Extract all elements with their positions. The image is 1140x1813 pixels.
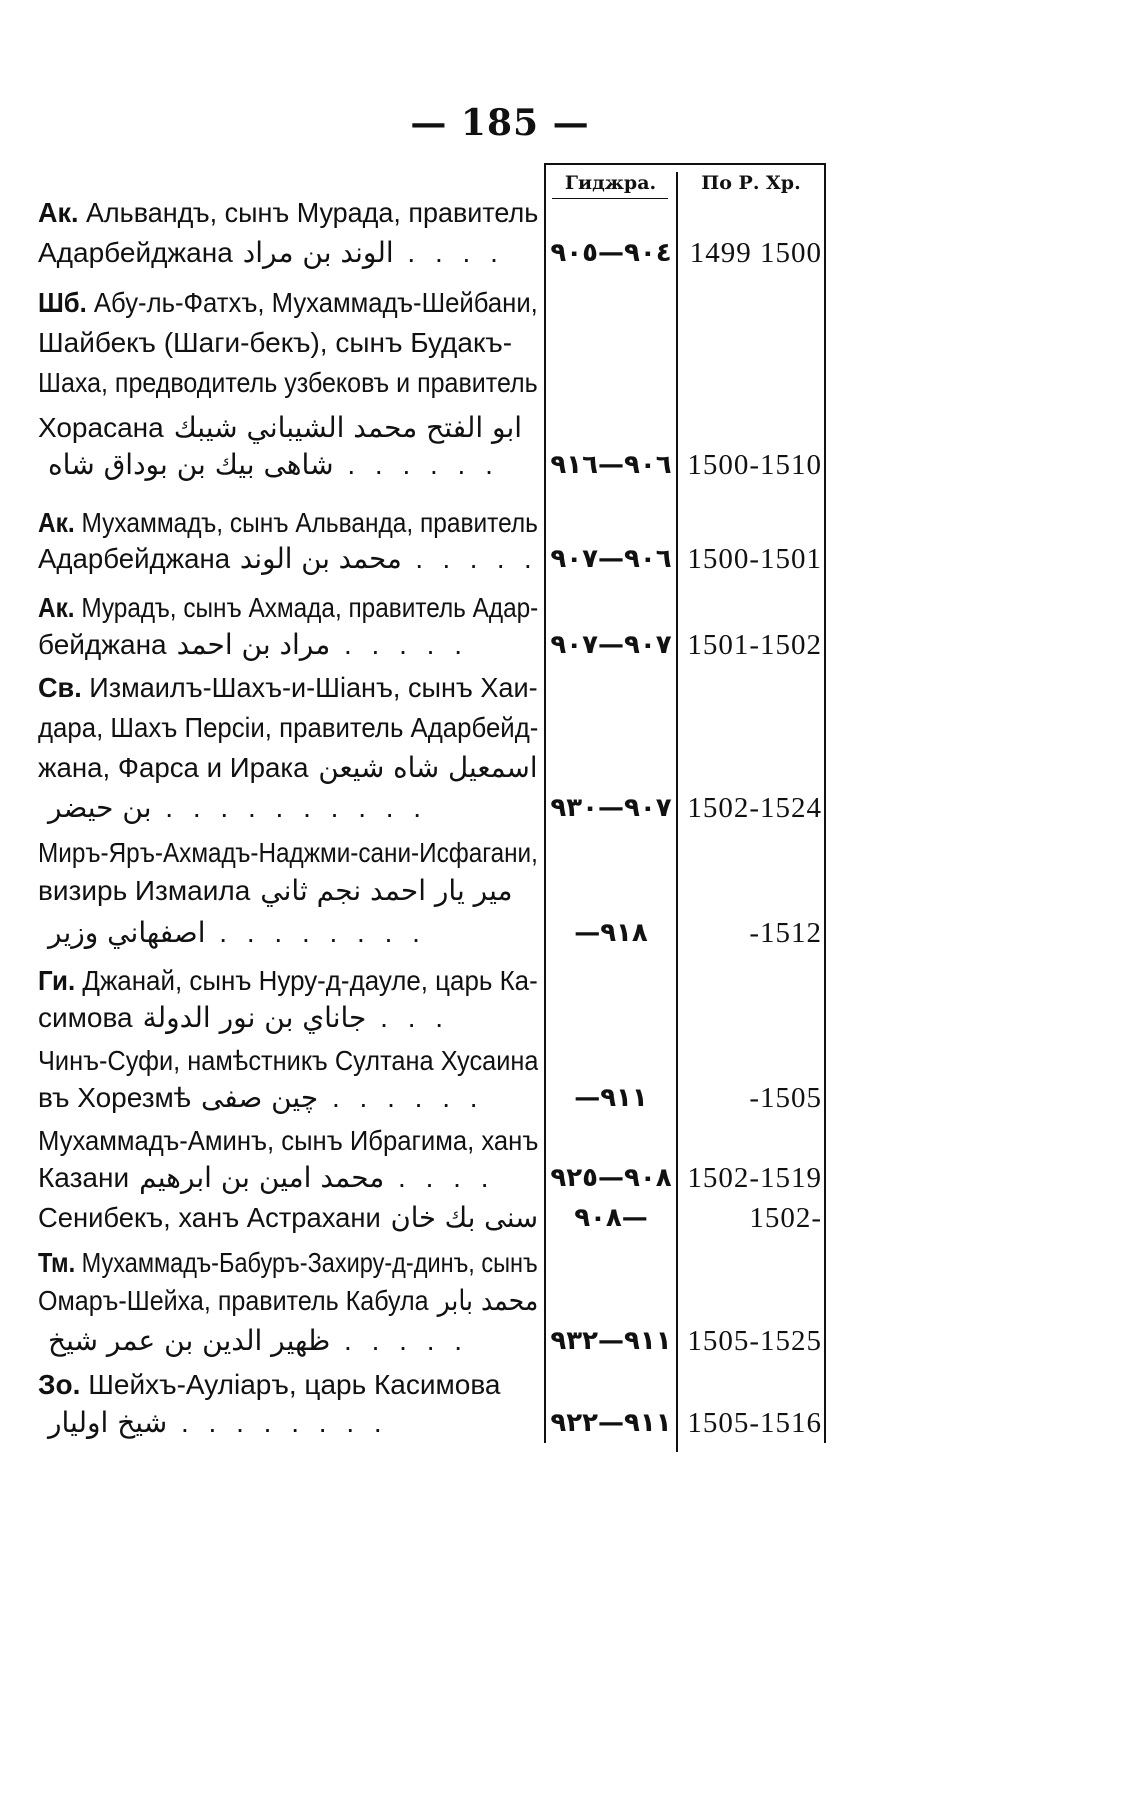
ad-date: 1501-1502 xyxy=(687,629,822,661)
entry-text: Хорасана xyxy=(38,412,164,443)
entry-line xyxy=(38,1075,538,1121)
arabic-name: محمد امين بن ابرهيم xyxy=(139,1161,385,1194)
arabic-name: شاهی بیك بن بوداق شاه xyxy=(48,448,334,481)
hijra-date: ٩٠٧—٩٣٠ xyxy=(550,793,672,823)
arabic-name: اصفهاني وزير xyxy=(48,916,206,949)
ad-date: 1505-1525 xyxy=(687,1325,822,1357)
column-header-ad: По Р. Хр. xyxy=(701,172,801,194)
leader-dots: . . . . . xyxy=(330,629,468,660)
header-underline-hijra xyxy=(552,198,668,199)
arabic-name: مراد بن احمد xyxy=(176,628,331,661)
hijra-date: ٩٠٨—٩٢٥ xyxy=(550,1163,672,1193)
entry-line xyxy=(38,536,538,582)
entry-text: Чинъ-Суфи, намѣстникъ Султана Хусаина xyxy=(38,1045,539,1076)
leader-dots: . . . . . . . . . . xyxy=(151,792,428,823)
leader-dots: . . . . . xyxy=(401,543,538,574)
arabic-name: مير يار احمد نجم ثاني xyxy=(260,874,513,907)
hijra-date: ٩٠٦—٩١٦ xyxy=(550,450,672,480)
hijra-date: ٩٠٨— xyxy=(574,1203,648,1233)
leader-dots: . . . . . . xyxy=(318,1082,484,1113)
entry-text: Измаилъ-Шахъ-и-Шіанъ, сынъ Хаи- xyxy=(81,672,538,703)
arabic-name: شيخ اوليار xyxy=(48,1406,168,1439)
entry-line xyxy=(38,1400,538,1446)
entry-text: жана, Фарса и Ирака xyxy=(38,752,309,783)
entry-text: Мурадъ, сынъ Ахмада, правитель Адар- xyxy=(74,592,539,623)
arabic-name: سنى بك خان xyxy=(390,1201,538,1234)
entry-text: Мухаммадъ-Аминъ, сынъ Ибрагима, ханъ xyxy=(38,1125,539,1156)
col-divider-mid xyxy=(676,172,678,1452)
dynasty-abbr: Ак. xyxy=(38,507,75,538)
dynasty-abbr: Шб. xyxy=(38,287,87,318)
ad-date: 1500-1510 xyxy=(687,449,822,481)
entry-text: Шайбекъ (Шаги-бекъ), сынъ Будакъ- xyxy=(38,327,513,358)
table-top-rule xyxy=(544,163,826,165)
col-divider-left xyxy=(544,163,546,1443)
entry-text: Шейхъ-Ауліаръ, царь Касимова xyxy=(80,1369,501,1400)
arabic-name: محمد بابر xyxy=(437,1284,538,1317)
entry-line xyxy=(38,230,538,276)
dynasty-abbr: Ак. xyxy=(38,197,79,228)
entry-text: Мухаммадъ, сынъ Альванда, правитель xyxy=(74,507,538,538)
ad-date: 1502- xyxy=(749,1202,822,1234)
leader-dots: . . . xyxy=(366,1002,450,1033)
ad-date: -1512 xyxy=(749,917,822,949)
entry-text: Шаха, предводитель узбековъ и правитель xyxy=(38,367,538,398)
entry-line xyxy=(38,910,538,956)
entry-text: Абу-ль-Фатхъ, Мухаммадъ-Шейбани, xyxy=(86,287,538,318)
hijra-date: ٩٠٤—٩٠٥ xyxy=(550,238,672,268)
ad-date: 1499 1500 xyxy=(689,237,822,269)
entry-text: въ Хорезмѣ xyxy=(38,1082,191,1113)
leader-dots: . . . . xyxy=(384,1162,495,1193)
entry-text: дара, Шахъ Персіи, правитель Адарбейд- xyxy=(38,712,539,743)
hijra-date: ٩٠٧—٩٠٧ xyxy=(550,630,672,660)
arabic-name: ابو الفتح محمد الشيباني شيبك xyxy=(173,411,523,444)
leader-dots: . . . . . . . . xyxy=(167,1407,388,1438)
dynasty-abbr: Зо. xyxy=(38,1369,81,1400)
hijra-date: —٩١٨ xyxy=(574,918,648,948)
entry-line xyxy=(38,622,538,668)
entry-line xyxy=(38,1318,538,1364)
hijra-date: —٩١١ xyxy=(574,1083,648,1113)
hijra-date: ٩٠٦—٩٠٧ xyxy=(550,544,672,574)
column-header-hijra: Гиджра. xyxy=(564,172,657,194)
entry-text: визирь Измаила xyxy=(38,875,251,906)
dynasty-abbr: Тм. xyxy=(38,1247,76,1278)
leader-dots: . . . . xyxy=(393,237,504,268)
entry-text: Адарбейджана xyxy=(38,237,233,268)
entry-line xyxy=(38,868,538,914)
arabic-name: ظهير الدين بن عمر شيخ xyxy=(48,1324,331,1357)
entry-line xyxy=(38,1195,538,1241)
hijra-date: ٩١١—٩٢٢ xyxy=(550,1408,672,1438)
entry-text: Джанай, сынъ Нуру-д-дауле, царь Ка- xyxy=(75,965,538,996)
entry-text: бейджана xyxy=(38,629,167,660)
ad-date: 1505-1516 xyxy=(687,1407,822,1439)
entry-text: Омаръ-Шейха, правитель Кабула xyxy=(38,1285,429,1316)
arabic-name: بن حيضر xyxy=(48,791,152,824)
ad-date: -1505 xyxy=(749,1082,822,1114)
page-number: — 185 — xyxy=(410,102,590,144)
arabic-name: جاناي بن نور الدولة xyxy=(142,1001,367,1034)
entry-line xyxy=(38,995,538,1041)
entry-line xyxy=(38,785,538,831)
entry-text: симова xyxy=(38,1002,133,1033)
entry-text: Мухаммадъ-Бабуръ-Захиру-д-динъ, сынъ xyxy=(75,1247,538,1278)
hijra-date: ٩١١—٩٣٢ xyxy=(550,1326,672,1356)
ad-date: 1502-1519 xyxy=(687,1162,822,1194)
arabic-name: محمد بن الوند xyxy=(239,542,402,575)
arabic-name: الوند بن مراد xyxy=(242,236,394,269)
entry-line xyxy=(38,442,538,488)
leader-dots: . . . . . xyxy=(330,1325,469,1356)
ad-date: 1502-1524 xyxy=(687,792,822,824)
entry-text: Адарбейджана xyxy=(38,543,231,574)
entry-text: Альвандъ, сынъ Мурада, правитель xyxy=(78,197,538,228)
leader-dots: . . . . . . xyxy=(333,449,499,480)
arabic-name: اسمعيل شاه شيعن xyxy=(318,751,538,784)
leader-dots: . . . . . . . . xyxy=(205,917,426,948)
dynasty-abbr: Ги. xyxy=(38,965,76,996)
entry-text: Миръ-Яръ-Ахмадъ-Наджми-сани-Исфагани, xyxy=(38,837,538,868)
dynasty-abbr: Ак. xyxy=(38,592,75,623)
arabic-name: چين صفى xyxy=(200,1081,319,1114)
col-divider-right xyxy=(824,163,826,1443)
dynasty-abbr: Св. xyxy=(38,672,82,703)
entry-line xyxy=(38,360,538,406)
entry-text: Казани xyxy=(38,1162,130,1193)
ad-date: 1500-1501 xyxy=(687,543,822,575)
entry-text: Сенибекъ, ханъ Астрахани xyxy=(38,1202,381,1233)
